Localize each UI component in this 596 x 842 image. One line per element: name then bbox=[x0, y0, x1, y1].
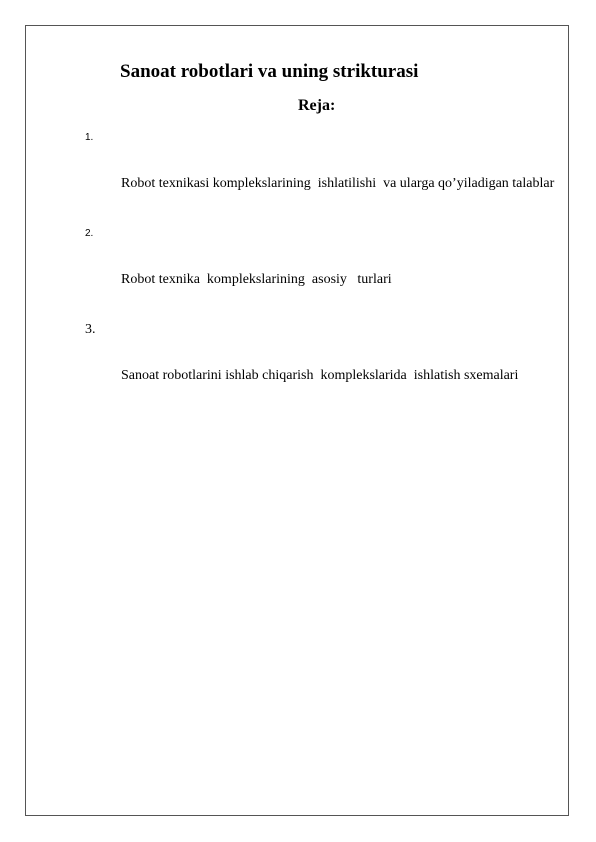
list-item-text: Robot texnika komplekslarining asosiy turlari bbox=[121, 272, 392, 287]
list-item-number: 3. bbox=[85, 322, 96, 337]
plan-heading: Reja: bbox=[298, 97, 336, 114]
page-title: Sanoat robotlari va uning strikturasi bbox=[120, 61, 419, 82]
list-item bbox=[85, 126, 555, 218]
list-item bbox=[85, 318, 555, 410]
list-item-number: 2. bbox=[85, 228, 94, 239]
list-item-number: 1. bbox=[85, 132, 94, 143]
list-item bbox=[85, 222, 555, 314]
list-item-text: Robot texnikasi komplekslarining ishlatilishi va ularga qo’yiladigan talablar bbox=[121, 176, 555, 191]
list-item-text: Sanoat robotlarini ishlab chiqarish komplekslarida ishlatish sxemalari bbox=[121, 368, 519, 383]
plan-list bbox=[85, 126, 555, 414]
